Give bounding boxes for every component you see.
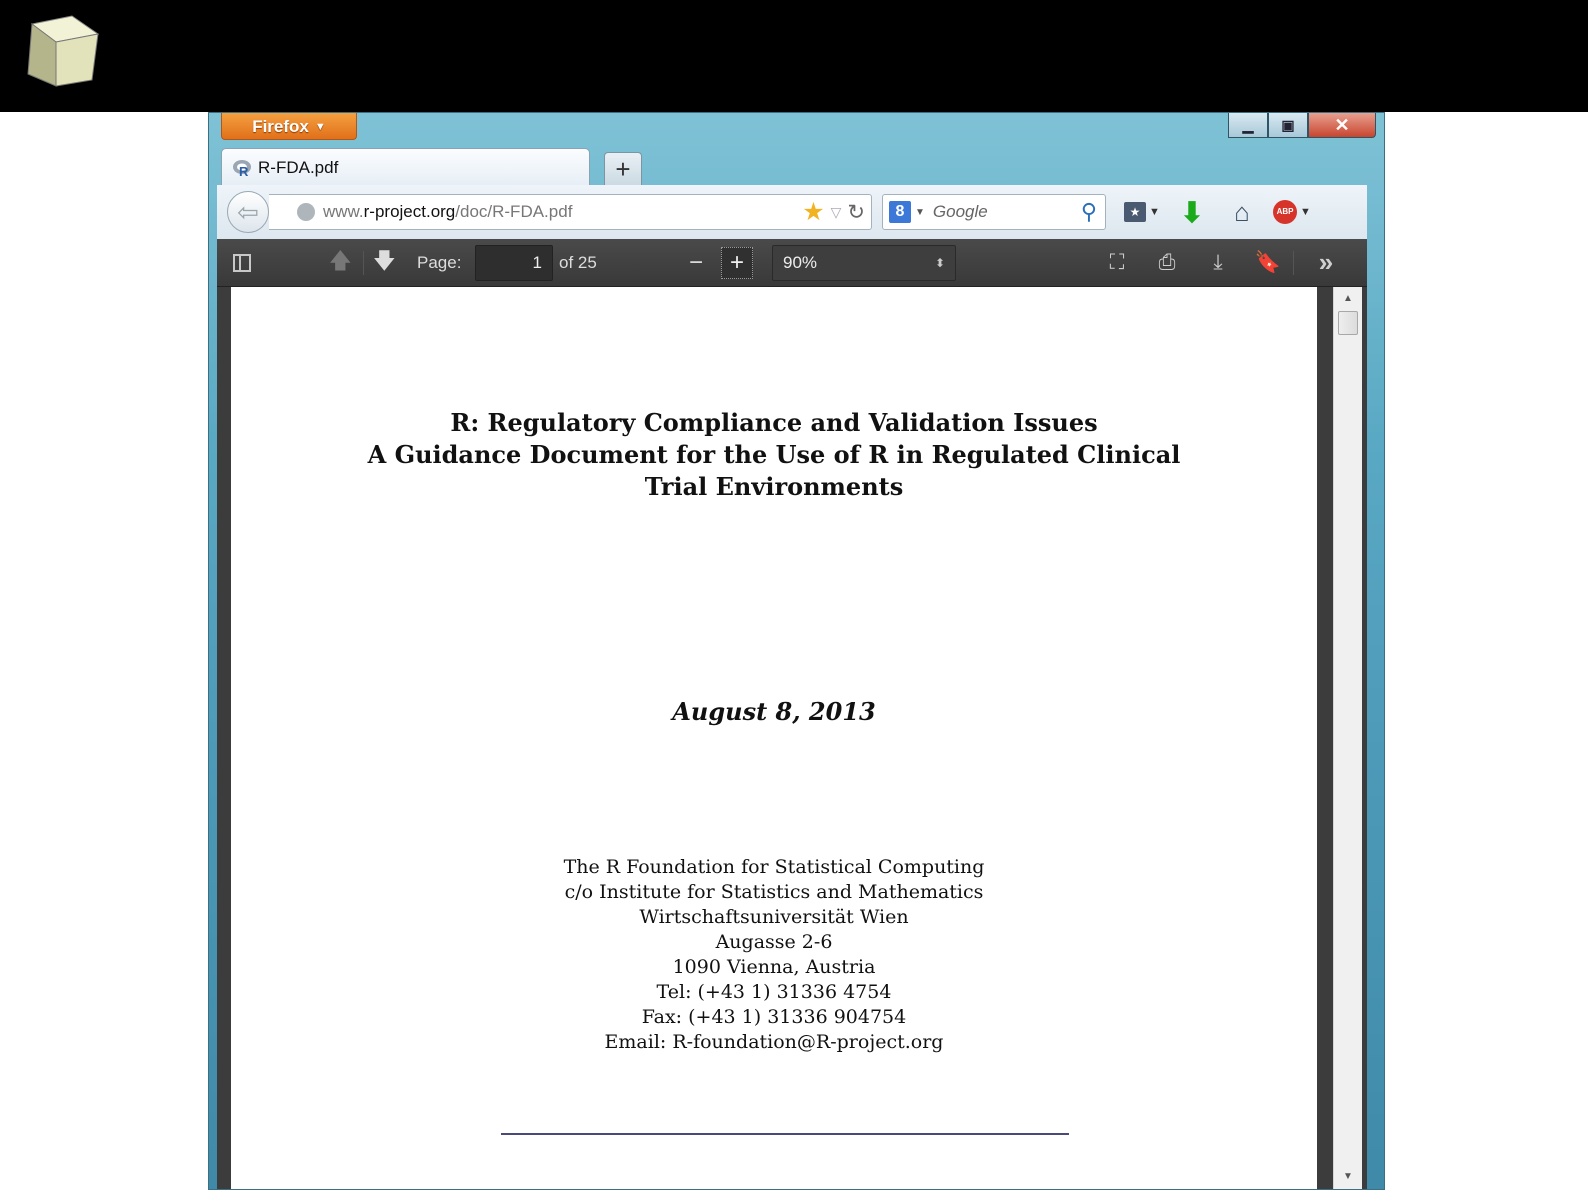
double-chevron-right-icon: » (1318, 247, 1334, 277)
restore-icon: ▣ (1281, 116, 1295, 133)
top-black-band (0, 0, 1588, 112)
footnote-rule (501, 1133, 1069, 1135)
adblock-button[interactable] (1267, 193, 1317, 231)
print-button[interactable] (1150, 239, 1184, 286)
tab-title: R-FDA.pdf (258, 157, 339, 177)
tab-strip (221, 148, 1371, 186)
current-view-bookmark-button[interactable] (1251, 239, 1285, 286)
address-line: Wirtschaftsuniversität Wien (639, 906, 909, 928)
next-page-button[interactable] (373, 239, 396, 286)
url-prefix: www. (323, 202, 364, 221)
toolbar-separator (1293, 251, 1294, 275)
document-date: August 8, 2013 (672, 697, 876, 726)
bookmarks-menu-button[interactable] (1117, 193, 1167, 231)
download-pdf-button[interactable] (1201, 239, 1235, 286)
window-controls (1228, 113, 1376, 138)
download-icon: ⤓ (1213, 250, 1223, 274)
reload-icon[interactable]: ↻ (847, 200, 865, 224)
close-button[interactable] (1308, 113, 1376, 138)
sidebar-icon (233, 254, 251, 272)
bookmarks-icon: ★ (1124, 202, 1146, 222)
document-title (231, 407, 1317, 503)
url-host: r-project.org (363, 202, 456, 221)
zoom-out-button[interactable]: − (689, 248, 704, 276)
svg-text:R: R (239, 163, 249, 178)
downloads-button[interactable] (1167, 193, 1217, 231)
tools-menu-button[interactable] (1309, 239, 1343, 286)
toggle-sidebar-button[interactable] (233, 239, 255, 286)
maximize-button[interactable] (1268, 113, 1308, 138)
back-arrow-icon: ⇦ (237, 196, 259, 227)
home-button[interactable] (1217, 193, 1267, 231)
pdf-viewer[interactable] (217, 287, 1367, 1189)
firefox-window (208, 112, 1385, 1190)
firefox-menu-button[interactable] (221, 113, 357, 140)
chevron-down-icon: ▼ (314, 121, 326, 133)
r-logo-icon (232, 158, 252, 178)
bookmark-icon: 🔖 (1254, 250, 1282, 274)
new-tab-button[interactable]: + (604, 152, 642, 186)
pdf-page (231, 287, 1317, 1189)
toolbar-separator (363, 251, 364, 275)
download-arrow-icon: ⬇ (1180, 196, 1204, 228)
address-line: Tel: (+43 1) 31336 4754 (656, 981, 892, 1003)
arrow-up-icon: 🡅 (329, 247, 352, 273)
search-input[interactable] (882, 194, 1106, 230)
title-line: A Guidance Document for the Use of R in Regulated Clinical (367, 440, 1181, 469)
url-bar-icons (802, 199, 865, 225)
page-label: Page: (417, 252, 462, 272)
home-icon: ⌂ (1234, 196, 1250, 227)
minimize-button[interactable] (1228, 113, 1268, 138)
toolbar-buttons (1117, 193, 1317, 231)
firefox-menu-label: Firefox (252, 117, 309, 136)
scroll-down-arrow-icon[interactable]: ▼ (1343, 1171, 1353, 1182)
zoom-value: 90% (783, 253, 818, 272)
tab-r-fda-pdf[interactable] (221, 148, 590, 186)
cube-logo-icon (26, 14, 104, 88)
chevron-down-icon: ▼ (915, 206, 925, 218)
previous-page-button[interactable] (329, 239, 352, 286)
page-total: of 25 (559, 252, 597, 272)
scroll-up-arrow-icon[interactable]: ▲ (1343, 293, 1353, 304)
zoom-in-button[interactable]: + (721, 247, 753, 279)
address-block (231, 855, 1317, 1055)
close-icon: ✕ (1334, 114, 1350, 135)
google-search-engine-icon[interactable]: 8 (889, 201, 911, 223)
title-line: Trial Environments (644, 472, 904, 501)
navigation-bar (217, 185, 1367, 240)
address-line: Fax: (+43 1) 31336 904754 (641, 1006, 907, 1028)
select-arrows-icon: ⬍ (934, 256, 945, 270)
globe-icon (297, 203, 315, 221)
vertical-scrollbar[interactable] (1333, 287, 1362, 1189)
url-path: /doc/R-FDA.pdf (455, 202, 573, 221)
zoom-select[interactable] (772, 245, 956, 281)
title-bar (209, 113, 1384, 149)
address-line: 1090 Vienna, Austria (672, 956, 876, 978)
address-line: Augasse 2-6 (715, 931, 833, 953)
chevron-down-icon: ▼ (1149, 206, 1160, 218)
history-dropdown-icon[interactable]: ▽ (830, 203, 842, 220)
url-bar[interactable] (269, 194, 872, 230)
chevron-down-icon: ▼ (1300, 206, 1311, 218)
address-line: c/o Institute for Statistics and Mathematics (564, 881, 984, 903)
arrow-down-icon: 🡇 (373, 247, 396, 273)
pdf-toolbar (217, 239, 1367, 287)
fullscreen-icon: ⛶ (1109, 250, 1125, 274)
title-line: R: Regulatory Compliance and Validation Issues (450, 408, 1098, 437)
search-placeholder: Google (932, 202, 988, 221)
scrollbar-thumb[interactable] (1338, 311, 1358, 335)
address-line: The R Foundation for Statistical Computing (563, 856, 985, 878)
adblock-plus-icon: ABP (1273, 200, 1297, 224)
print-icon: ⎙ (1158, 250, 1176, 274)
bookmark-star-icon[interactable]: ★ (802, 198, 825, 226)
presentation-mode-button[interactable] (1100, 239, 1134, 286)
search-icon[interactable]: ⚲ (1080, 199, 1097, 224)
minimize-icon: ▁ (1242, 116, 1254, 133)
address-line[interactable]: Email: R-foundation@R-project.org (604, 1031, 944, 1053)
back-button[interactable] (227, 191, 269, 233)
page-number-input[interactable]: 1 (475, 245, 553, 281)
